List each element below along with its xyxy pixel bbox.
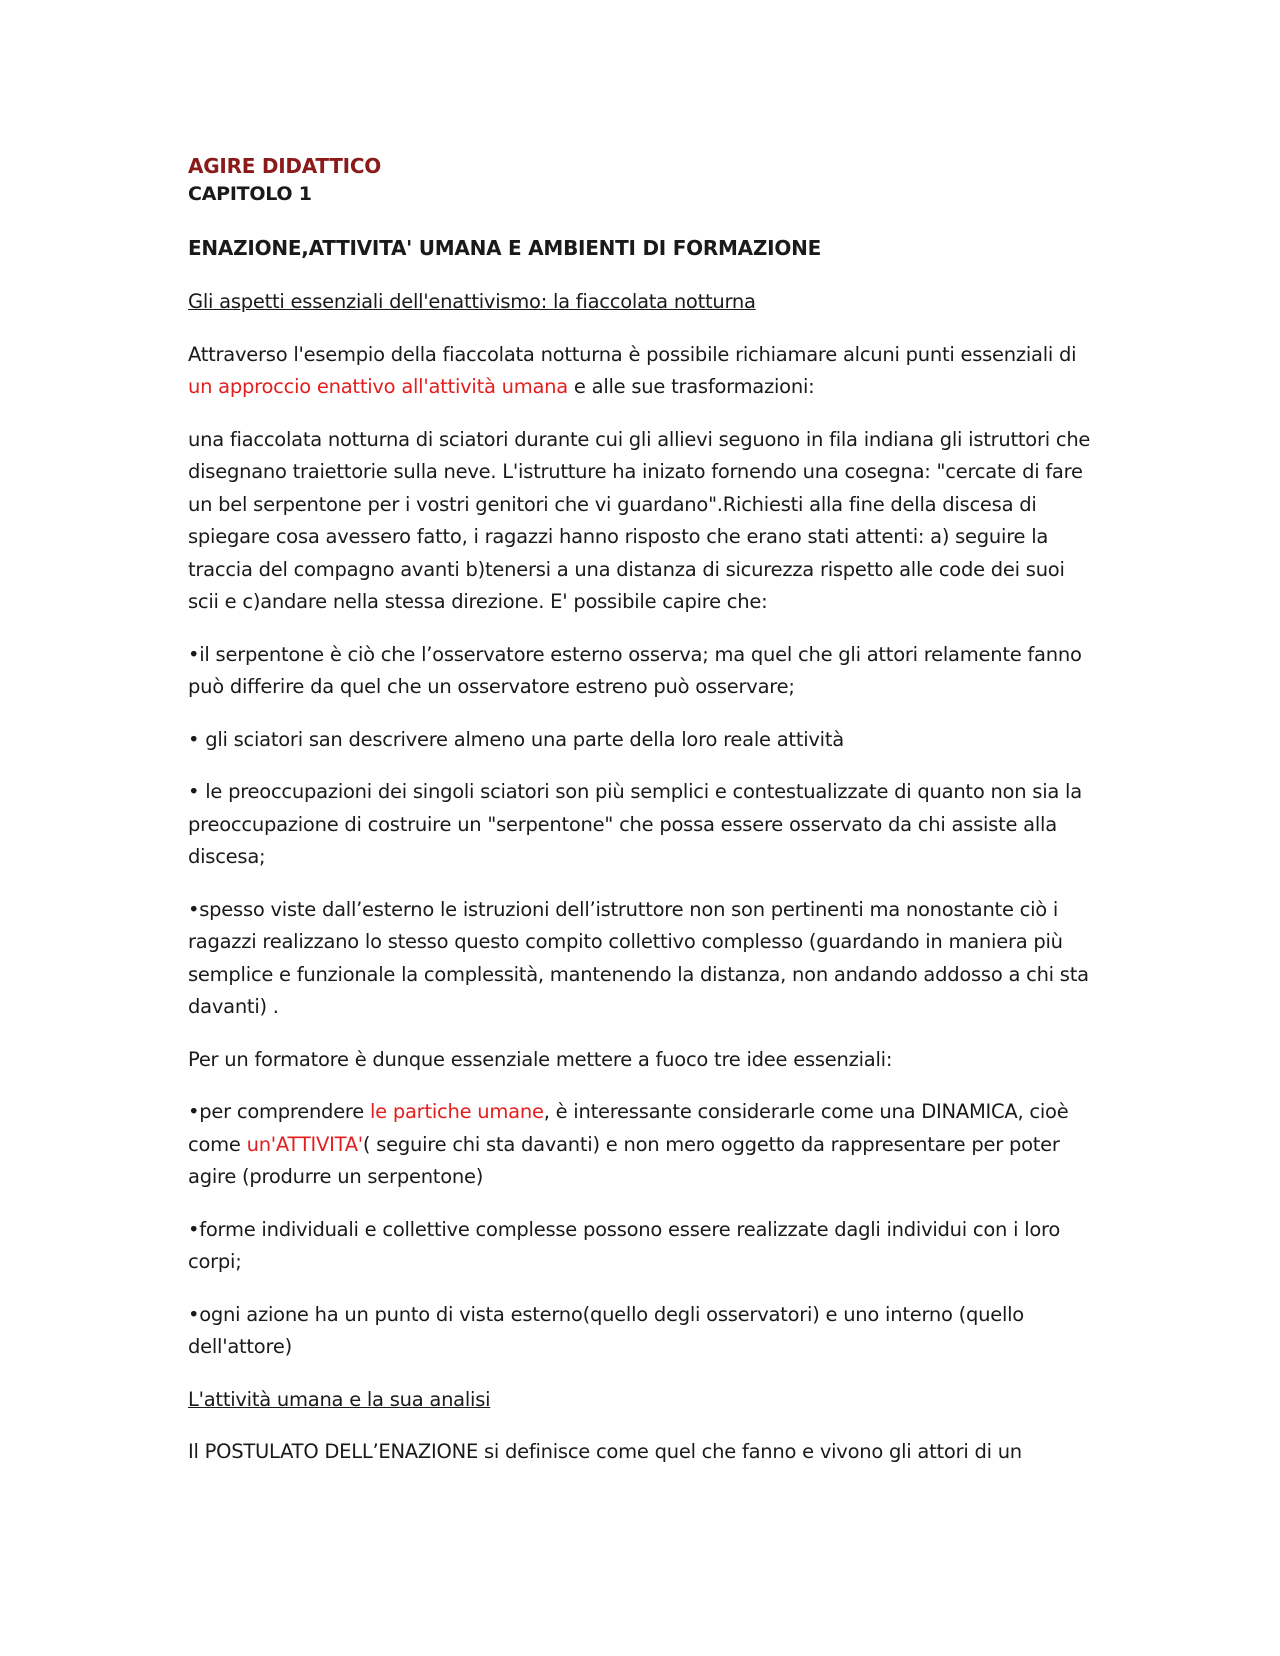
bullet-text-2: , è interessante considerarle come una DINAMICA, cioè come	[188, 1100, 1069, 1156]
bullet-pratiche-umane	[188, 1096, 1098, 1194]
formatore-paragraph: Per un formatore è dunque essenziale mettere a fuoco tre idee essenziali:	[188, 1047, 893, 1071]
bullet-serpentone: •il serpentone è ciò che l’osservatore esterno osserva; ma quel che gli attori relamente fanno può differire da quel che un osservatore estreno può osservare;	[188, 642, 1082, 698]
highlight-partiche-umane: le partiche umane	[369, 1100, 544, 1123]
bullet-forme-individuali: •forme individuali e collettive complesse possono essere realizzate dagli individui con i loro corpi;	[188, 1217, 1061, 1273]
intro-text-before: Attraverso l'esempio della fiaccolata notturna è possibile richiamare alcuni punti essenziali di	[188, 342, 1077, 366]
document-body	[188, 152, 1098, 1489]
postulato-line: Il POSTULATO DELL’ENAZIONE si definisce come quel che fanno e vivono gli attori di un	[188, 1440, 1022, 1463]
subheading-enattivismo: Gli aspetti essenziali dell'enattivismo: la fiaccolata notturna	[188, 290, 756, 313]
fiaccolata-paragraph: una fiaccolata notturna di sciatori durante cui gli allievi seguono in fila indiana gli istruttori che disegnano traiettorie sulla neve. L'istrutture ha inizato fornendo una cosegna: "cercate di fare un bel serpentone per i vostri genitori che vi guardano".Richiesti alla fine della discesa di spiegare cosa avessero fatto, i ragazzi hanno risposto che erano stati attenti: a) seguire la traccia del compagno avanti b)tenersi a una distanza di sicurezza rispetto alle code dei suoi scii e c)andare nella stessa direzione. E' possibile capire che:	[188, 427, 1091, 613]
subheading-attivita-umana: L'attività umana e la sua analisi	[188, 1387, 491, 1411]
chapter-label: CAPITOLO 1	[188, 183, 312, 205]
intro-paragraph	[188, 339, 1098, 404]
intro-text-after: e alle sue trasformazioni:	[567, 375, 815, 398]
document-title: AGIRE DIDATTICO	[188, 154, 382, 178]
section-title: ENAZIONE,ATTIVITA' UMANA E AMBIENTI DI FORMAZIONE	[188, 236, 821, 260]
bullet-istruzioni: •spesso viste dall’esterno le istruzioni dell’istruttore non son pertinenti ma nonostante ciò i ragazzi realizzano lo stesso questo compito collettivo complesso (guardando in maniera più semplice e funzionale la complessità, mantenendo la distanza, non andando addosso a chi sta davanti) .	[188, 897, 1089, 1018]
bullet-text-1: •per comprendere	[188, 1100, 370, 1123]
bullet-preoccupazioni: • le preoccupazioni dei singoli sciatori son più semplici e contestualizzate di quanto non sia la preoccupazione di costruire un "serpentone" che possa essere osservato da chi assiste alla discesa;	[188, 780, 1082, 868]
bullet-text-3: ( seguire chi sta davanti) e non mero oggetto da rappresentare per poter agire (produrre un serpentone)	[188, 1132, 1060, 1188]
bullet-punto-di-vista: •ogni azione ha un punto di vista esterno(quello degli osservatori) e uno interno (quello dell'attore)	[188, 1302, 1024, 1358]
bullet-sciatori: • gli sciatori san descrivere almeno una parte della loro reale attività	[188, 727, 844, 751]
highlight-attivita: un'ATTIVITA'	[246, 1132, 363, 1156]
intro-highlight: un approccio enattivo all'attività umana	[188, 375, 568, 398]
